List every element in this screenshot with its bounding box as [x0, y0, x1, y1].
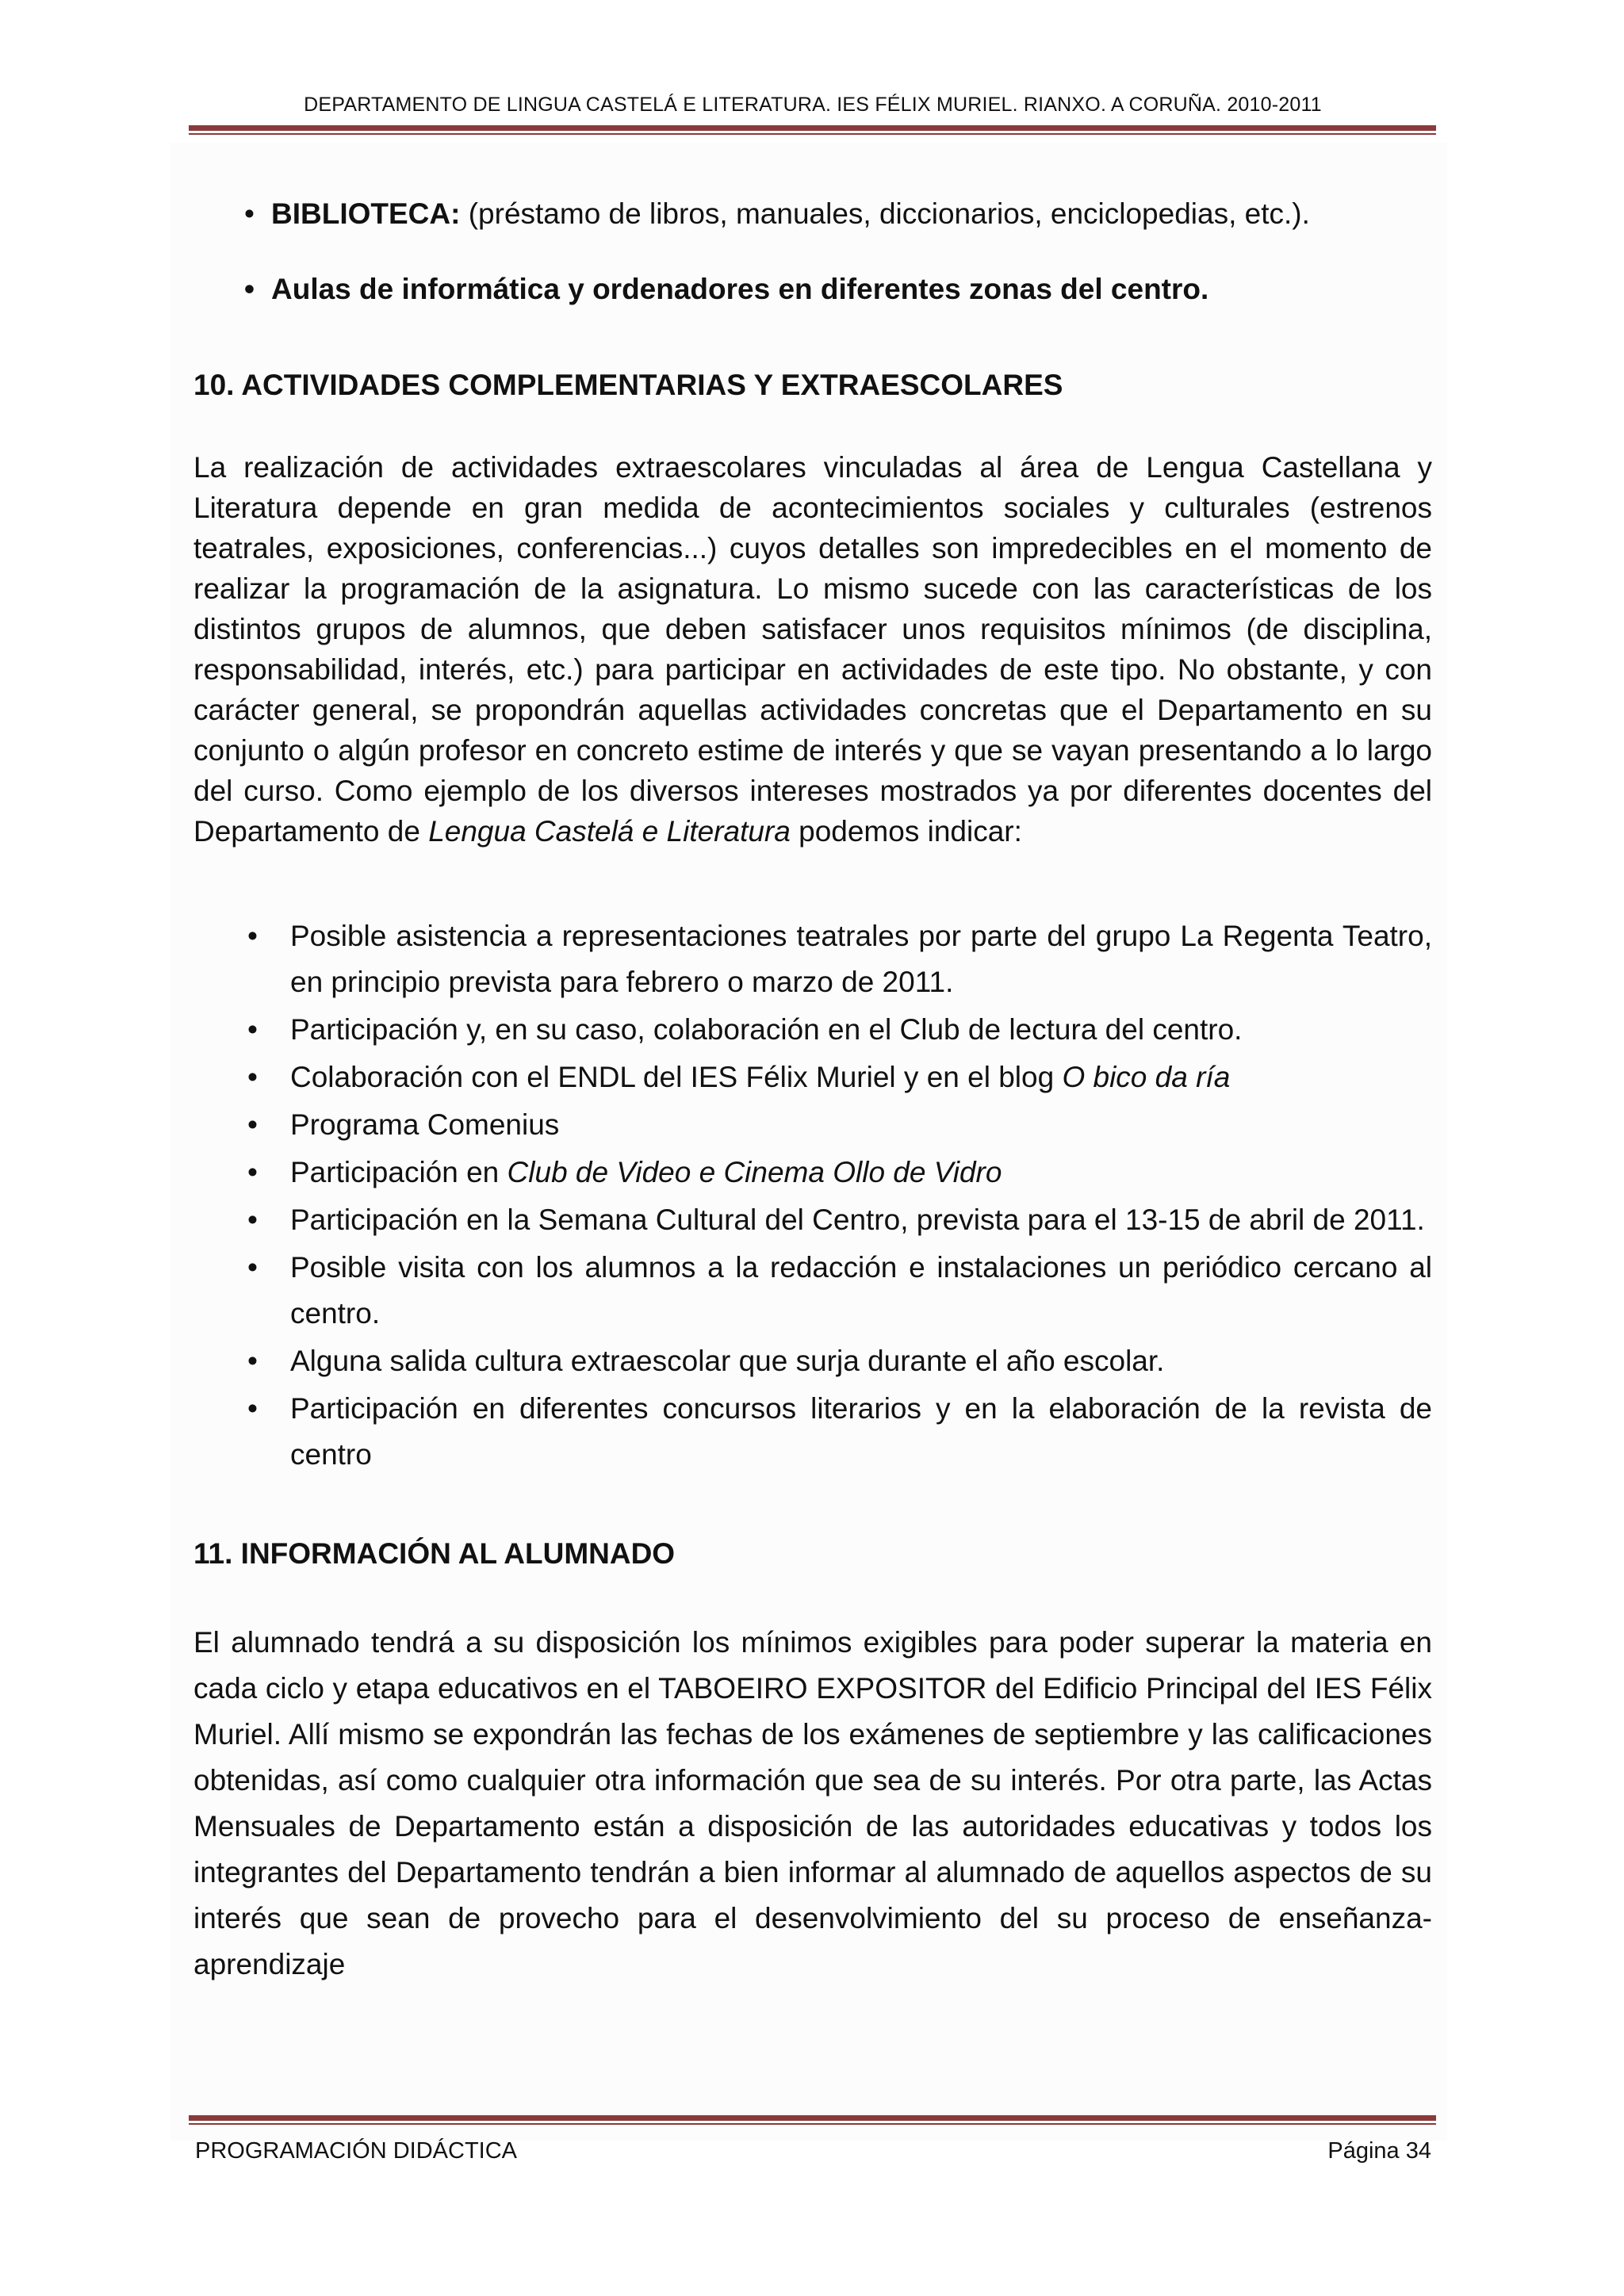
list-item-text: Participación y, en su caso, colaboración en el Club de lectura del centro. — [290, 1013, 1243, 1046]
bullet-icon: • — [247, 1156, 258, 1188]
activities-list — [193, 913, 1432, 1478]
bullet-icon: • — [247, 1203, 258, 1236]
aulas-text: Aulas de informática y ordenadores en diferentes zonas del centro. — [271, 273, 1209, 305]
header-rule-thin — [189, 133, 1436, 135]
section-10-paragraph-text: La realización de actividades extraescolares vinculadas al área de Lengua Castellana y Literatura depende en gran medida de acontecimientos sociales y culturales (estrenos teatrales, exposiciones, conferencias...) cuyos detalles son impredecibles en el momento de realizar la programación de la asignatura. Lo mismo sucede con las características de los distintos grupos de alumnos, que deben satisfacer unos requisitos mínimos (de disciplina, responsabilidad, interés, etc.) para participar en actividades de este tipo. No obstante, y con carácter general, se propondrán aquellas actividades concretas que el Departamento en su conjunto o algún profesor en concreto estime de interés y que se vayan presentando a lo largo del curso. Como ejemplo de los diversos intereses mostrados ya por diferentes docentes del Departamento de — [193, 451, 1432, 848]
bullet-icon: • — [247, 1061, 258, 1093]
bullet-icon: • — [247, 1345, 258, 1377]
section-11-paragraph: El alumnado tendrá a su disposición los mínimos exigibles para poder superar la materia en cada ciclo y etapa educativos en el TABOEIRO EXPOSITOR del Edificio Principal del IES Félix Muriel. Allí mismo se expondrán las fechas de los exámenes de septiembre y las calificaciones obtenidas, así como cualquier otra información que sea de su interés. Por otra parte, las Actas Mensuales de Departamento están a disposición de las autoridades educativas y todos los integrantes del Departamento tendrán a bien informar al alumnado de aquellos aspectos de su interés que sean de provecho para el desenvolvimiento del su proceso de enseñanza-aprendizaje — [193, 1626, 1432, 1980]
list-item — [193, 1007, 1432, 1053]
list-item-text: Posible asistencia a representaciones teatrales por parte del grupo La Regenta Teatro, en principio prevista para febrero o marzo de 2011. — [290, 920, 1432, 998]
bullet-icon: • — [244, 273, 255, 305]
bullet-icon: • — [247, 1251, 258, 1284]
list-item — [193, 1102, 1432, 1148]
page-header: DEPARTAMENTO DE LINGUA CASTELÁ E LITERATURA. IES FÉLIX MURIEL. RIANXO. A CORUÑA. 2010-2011 — [304, 94, 1322, 116]
list-item-text: Posible visita con los alumnos a la redacción e instalaciones un periódico cercano al centro. — [290, 1251, 1432, 1330]
footer-rule-thick — [189, 2115, 1436, 2121]
section-10-paragraph-italic: Lengua Castelá e Literatura — [428, 815, 791, 848]
section-10-paragraph — [193, 447, 1432, 851]
list-item-italic: O bico da ría — [1062, 1061, 1231, 1093]
list-item — [193, 1150, 1432, 1196]
list-item-text: Colaboración con el ENDL del IES Félix Muriel y en el blog — [290, 1061, 1063, 1093]
resource-biblioteca — [193, 193, 1432, 234]
list-item-text: Participación en diferentes concursos literarios y en la elaboración de la revista de centro — [290, 1392, 1432, 1471]
bullet-icon: • — [247, 1392, 258, 1425]
list-item-text: Participación en — [290, 1156, 508, 1188]
header-rule-thick — [189, 125, 1436, 131]
footer-rule-thin — [189, 2123, 1436, 2125]
bullet-icon: • — [247, 1108, 258, 1141]
section-11-title: 11. INFORMACIÓN AL ALUMNADO — [193, 1537, 676, 1570]
list-item-text: Programa Comenius — [290, 1108, 560, 1141]
resource-aulas — [193, 269, 1432, 309]
list-item — [193, 1386, 1432, 1478]
main-content — [193, 190, 1432, 1988]
bullet-icon: • — [244, 197, 255, 230]
footer-rule — [189, 2115, 1436, 2125]
page-number: Página 34 — [1327, 2138, 1431, 2164]
biblioteca-text: (préstamo de libros, manuales, diccionarios, enciclopedias, etc.). — [460, 197, 1310, 230]
section-10-title: 10. ACTIVIDADES COMPLEMENTARIAS Y EXTRAESCOLARES — [193, 369, 1063, 401]
header-rule — [189, 125, 1436, 135]
list-item — [193, 1054, 1432, 1100]
list-item — [193, 1338, 1432, 1384]
footer-title: PROGRAMACIÓN DIDÁCTICA — [195, 2138, 518, 2164]
list-item-text: Participación en la Semana Cultural del Centro, prevista para el 13-15 de abril de 2011. — [290, 1203, 1425, 1236]
list-item — [193, 1197, 1432, 1243]
bullet-icon: • — [247, 1013, 258, 1046]
list-item-text: Alguna salida cultura extraescolar que surja durante el año escolar. — [290, 1345, 1165, 1377]
biblioteca-label: BIBLIOTECA: — [271, 197, 461, 230]
section-10-paragraph-end: podemos indicar: — [790, 815, 1022, 848]
bullet-icon: • — [247, 920, 258, 952]
list-item-italic: Club de Video e Cinema Ollo de Vidro — [507, 1156, 1002, 1188]
list-item — [193, 913, 1432, 1005]
list-item — [193, 1245, 1432, 1337]
